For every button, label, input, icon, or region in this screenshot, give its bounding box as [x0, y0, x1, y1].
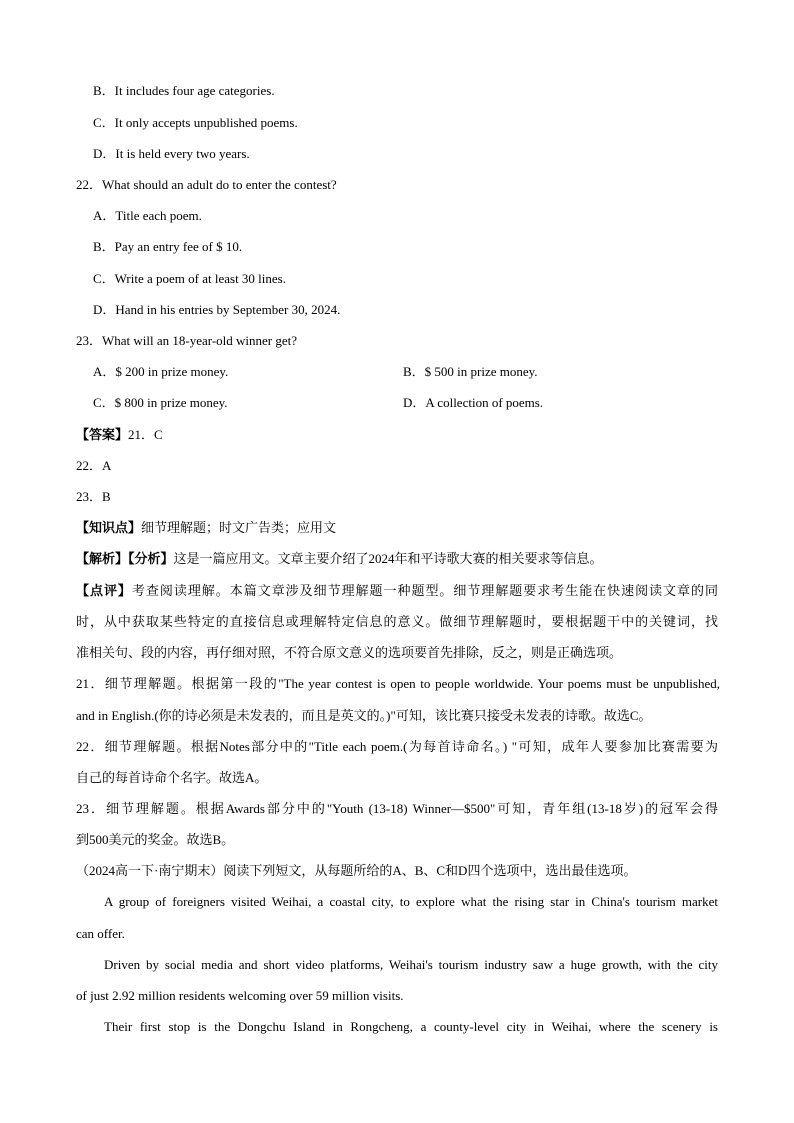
knowledge-line	[76, 518, 336, 538]
answer-23: 23．B	[76, 489, 111, 504]
answer-21: 21．C	[128, 427, 163, 442]
explain-23-line-2: 到500美元的奖金。故选B。	[76, 832, 235, 847]
analysis-label: 【解析】【分析】	[76, 551, 174, 566]
q23-option-d: D．A collection of poems.	[403, 395, 544, 410]
comment-line-1	[76, 581, 718, 601]
q23-option-c: C．$ 800 in prize money.	[93, 395, 228, 410]
knowledge-text: 细节理解题；时文广告类；应用文	[141, 520, 337, 535]
q21-option-d: D．It is held every two years.	[93, 146, 250, 161]
q21-option-b: B．It includes four age categories.	[93, 83, 275, 98]
passage-p1-line-1: A group of foreigners visited Weihai, a coastal city, to explore what the rising star in China's tourism market	[104, 894, 718, 909]
q22-option-a: A．Title each poem.	[93, 208, 202, 223]
q22-option-b: B．Pay an entry fee of $ 10.	[93, 239, 243, 254]
comment-line-2: 时，从中获取某些特定的直接信息或理解特定信息的意义。做细节理解题时，要根据题干中的关键词，找	[76, 614, 718, 629]
passage-source: （2024高一下·南宁期末）阅读下列短文，从每题所给的A、B、C和D四个选项中，选出最佳选项。	[76, 863, 637, 878]
passage-p2-line-1: Driven by social media and short video platforms, Weihai's tourism industry saw a huge growth, with the city	[104, 957, 718, 972]
comment-line-3: 准相关句、段的内容，再仔细对照，不符合原文意义的选项要首先排除，反之，则是正确选项。	[76, 645, 623, 660]
answer-label: 【答案】	[76, 427, 129, 442]
q22-option-c: C．Write a poem of at least 30 lines.	[93, 271, 286, 286]
answer-line-21	[76, 425, 163, 445]
comment-text-1: 考查阅读理解。本篇文章涉及细节理解题一种题型。细节理解题要求考生能在快速阅读文章的同	[131, 583, 718, 598]
answer-22: 22．A	[76, 458, 112, 473]
q21-option-c: C．It only accepts unpublished poems.	[93, 115, 298, 130]
analysis-line	[76, 549, 603, 569]
explain-21-line-1: 21．细节理解题。根据第一段的"The year contest is open to people worldwide. Your poems must be unpublished,	[76, 676, 720, 691]
passage-p1-line-2: can offer.	[76, 926, 125, 941]
q23-option-b: B．$ 500 in prize money.	[403, 364, 538, 379]
analysis-text: 这是一篇应用文。文章主要介绍了2024年和平诗歌大赛的相关要求等信息。	[173, 551, 603, 566]
knowledge-label: 【知识点】	[76, 520, 142, 535]
q22-stem: 22．What should an adult do to enter the contest?	[76, 177, 337, 192]
passage-p3-line-1: Their first stop is the Dongchu Island in Rongcheng, a county-level city in Weihai, where the scenery is	[104, 1019, 718, 1034]
explain-21-line-2: and in English.(你的诗必须是未发表的，而且是英文的。)"可知，该比赛只接受未发表的诗歌。故选C。	[76, 708, 652, 723]
passage-p2-line-2: of just 2.92 million residents welcoming over 59 million visits.	[76, 988, 404, 1003]
explain-22-line-1: 22．细节理解题。根据Notes部分中的"Title each poem.(为每首诗命名。) "可知，成年人要参加比赛需要为	[76, 739, 718, 754]
q22-option-d: D．Hand in his entries by September 30, 2024.	[93, 302, 341, 317]
q23-option-a: A．$ 200 in prize money.	[93, 364, 229, 379]
q23-stem: 23．What will an 18-year-old winner get?	[76, 333, 298, 348]
explain-23-line-1: 23．细节理解题。根据Awards部分中的"Youth (13-18) Winner—$500"可知，青年组(13-18岁)的冠军会得	[76, 801, 718, 816]
comment-label: 【点评】	[76, 583, 132, 598]
explain-22-line-2: 自己的每首诗命个名字。故选A。	[76, 770, 268, 785]
